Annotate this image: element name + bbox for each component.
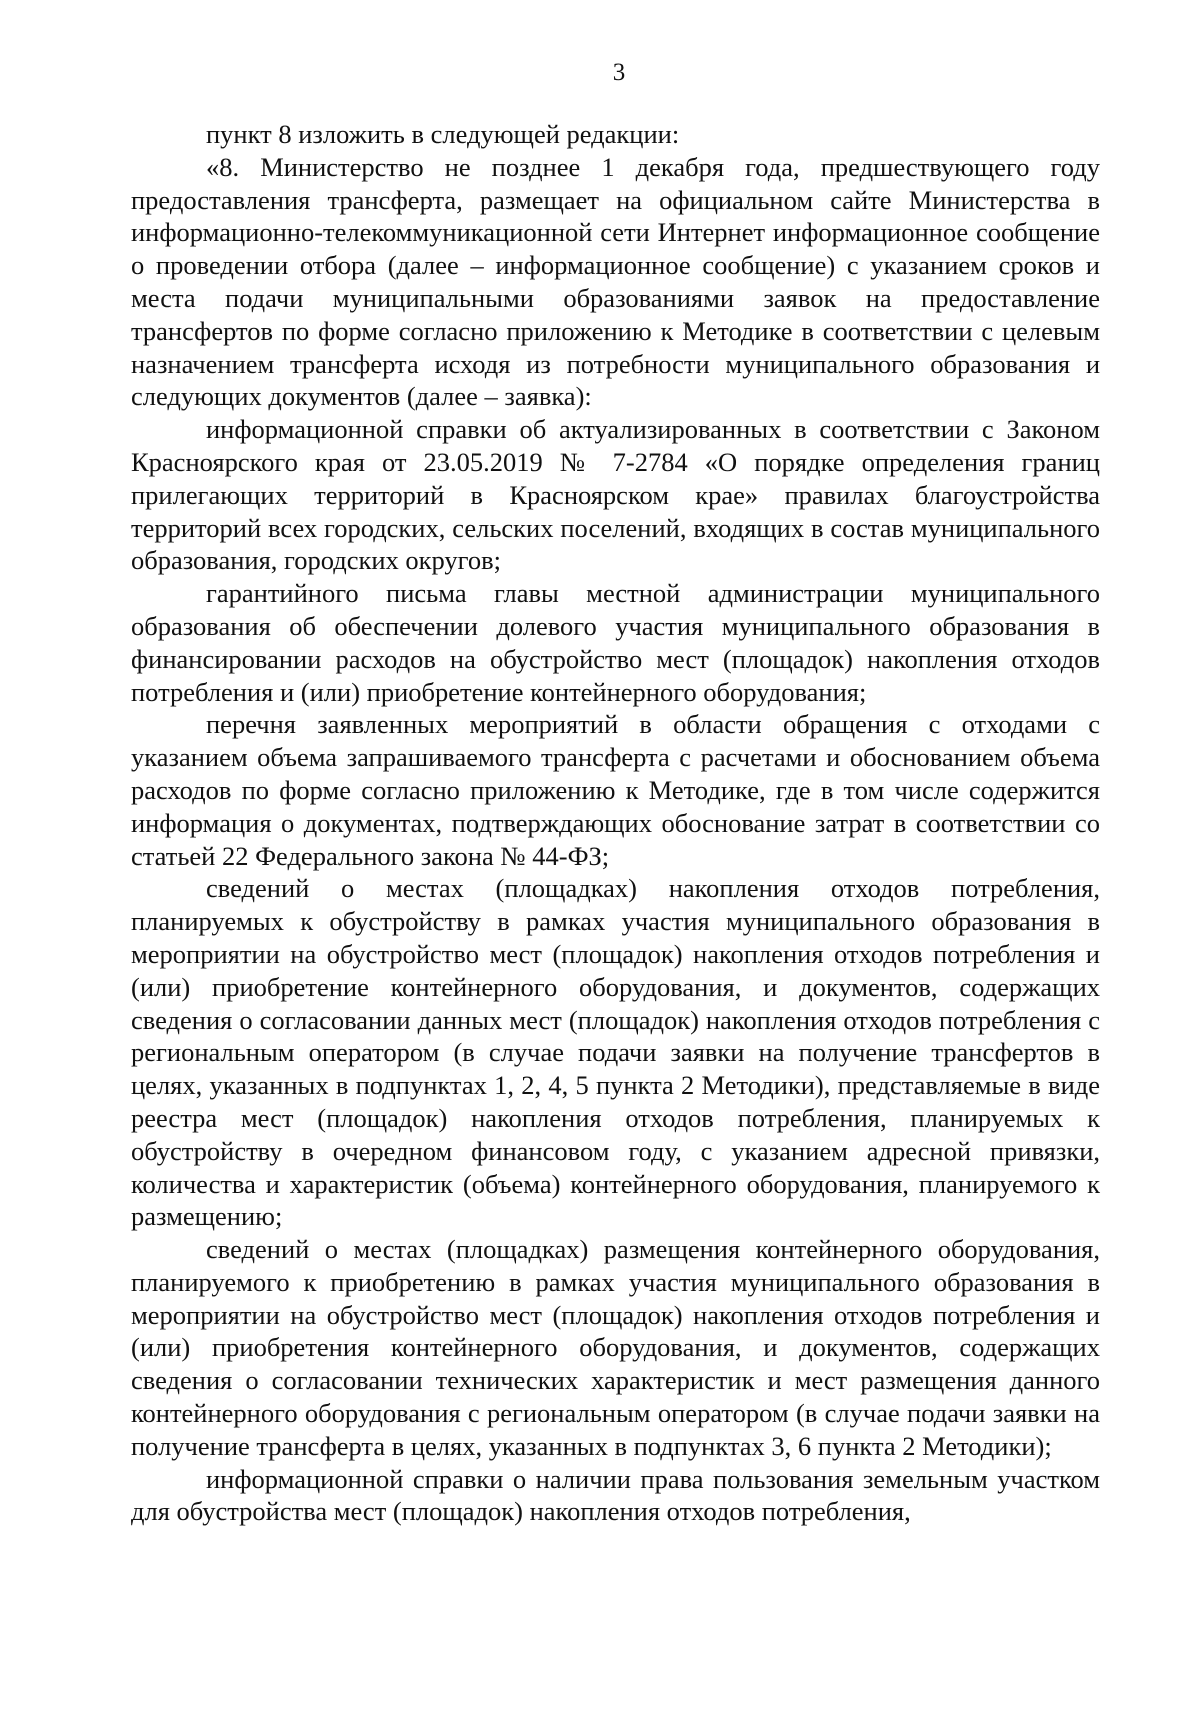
paragraph-measures-list: перечня заявленных мероприятий в области обращения с отходами с указанием объема запрашиваемого трансферта с расчетами и обоснованием объема расходов по форме согласно приложению к Методике, где в том числе содержится информация о документах, подтверждающих обоснование затрат в соответствии со статьей 22 Федерального закона № 44-ФЗ; (131, 709, 1100, 871)
page-number: 3 (612, 59, 626, 86)
paragraph-container-sites-info: сведений о местах (площадках) размещения контейнерного оборудования, планируемого к приобретению в рамках участия муниципального образования в мероприятии на обустройство мест (площадок) накопления отходов потребления и (или) приобретения контейнерного оборудования, и документов, содержащих сведения о согласовании технических характеристик и мест размещения данного контейнерного оборудования с региональным оператором (в случае подачи заявки на получение трансферта в целях, указанных в подпунктах 3, 6 пункта 2 Методики); (131, 1234, 1100, 1461)
paragraph-sites-info: сведений о местах (площадках) накопления отходов потребления, планируемых к обустройству в рамках участия муниципального образования в мероприятии на обустройство мест (площадок) накопления отходов потребления и (или) приобретение контейнерного оборудования, и документов, содержащих сведения о согласовании данных мест (площадок) накопления отходов потребления с региональным оператором (в случае подачи заявки на получение трансфертов в целях, указанных в подпунктах 1, 2, 4, 5 пункта 2 Методики), представляемые в виде реестра мест (площадок) накопления отходов потребления, планируемых к обустройству в очередном финансовом году, с указанием адресной привязки, количества и характеристик (объема) контейнерного оборудования, планируемого к размещению; (131, 873, 1100, 1232)
document-body (131, 118, 1100, 1528)
paragraph-land-rights-reference: информационной справки о наличии права пользования земельным участком для обустройства мест (площадок) накопления отходов потребления, (131, 1463, 1100, 1527)
paragraph-point-8: «8. Министерство не позднее 1 декабря года, предшествующего году предоставления трансферта, размещает на официальном сайте Министерства в информационно-телекоммуникационной сети Интернет информационное сообщение о проведении отбора (далее – информационное сообщение) с указанием сроков и места подачи муниципальными образованиями заявок на предоставление трансфертов по форме согласно приложению к Методике в соответствии с целевым назначением трансферта исходя из потребности муниципального образования и следующих документов (далее – заявка): (131, 151, 1100, 412)
paragraph-amendment-intro: пункт 8 изложить в следующей редакции: (206, 119, 680, 149)
paragraph-guarantee-letter: гарантийного письма главы местной администрации муниципального образования об обеспечении долевого участия муниципального образования в финансировании расходов на обустройство мест (площадок) накопления отходов потребления и (или) приобретение контейнерного оборудования; (131, 578, 1100, 707)
paragraph-info-reference: информационной справки об актуализированных в соответствии с Законом Красноярского края от 23.05.2019 № 7-2784 «О порядке определения границ прилегающих территорий в Красноярском крае» правилах благоустройства территорий всех городских, сельских поселений, входящих в состав муниципального образования, городских округов; (131, 414, 1100, 576)
